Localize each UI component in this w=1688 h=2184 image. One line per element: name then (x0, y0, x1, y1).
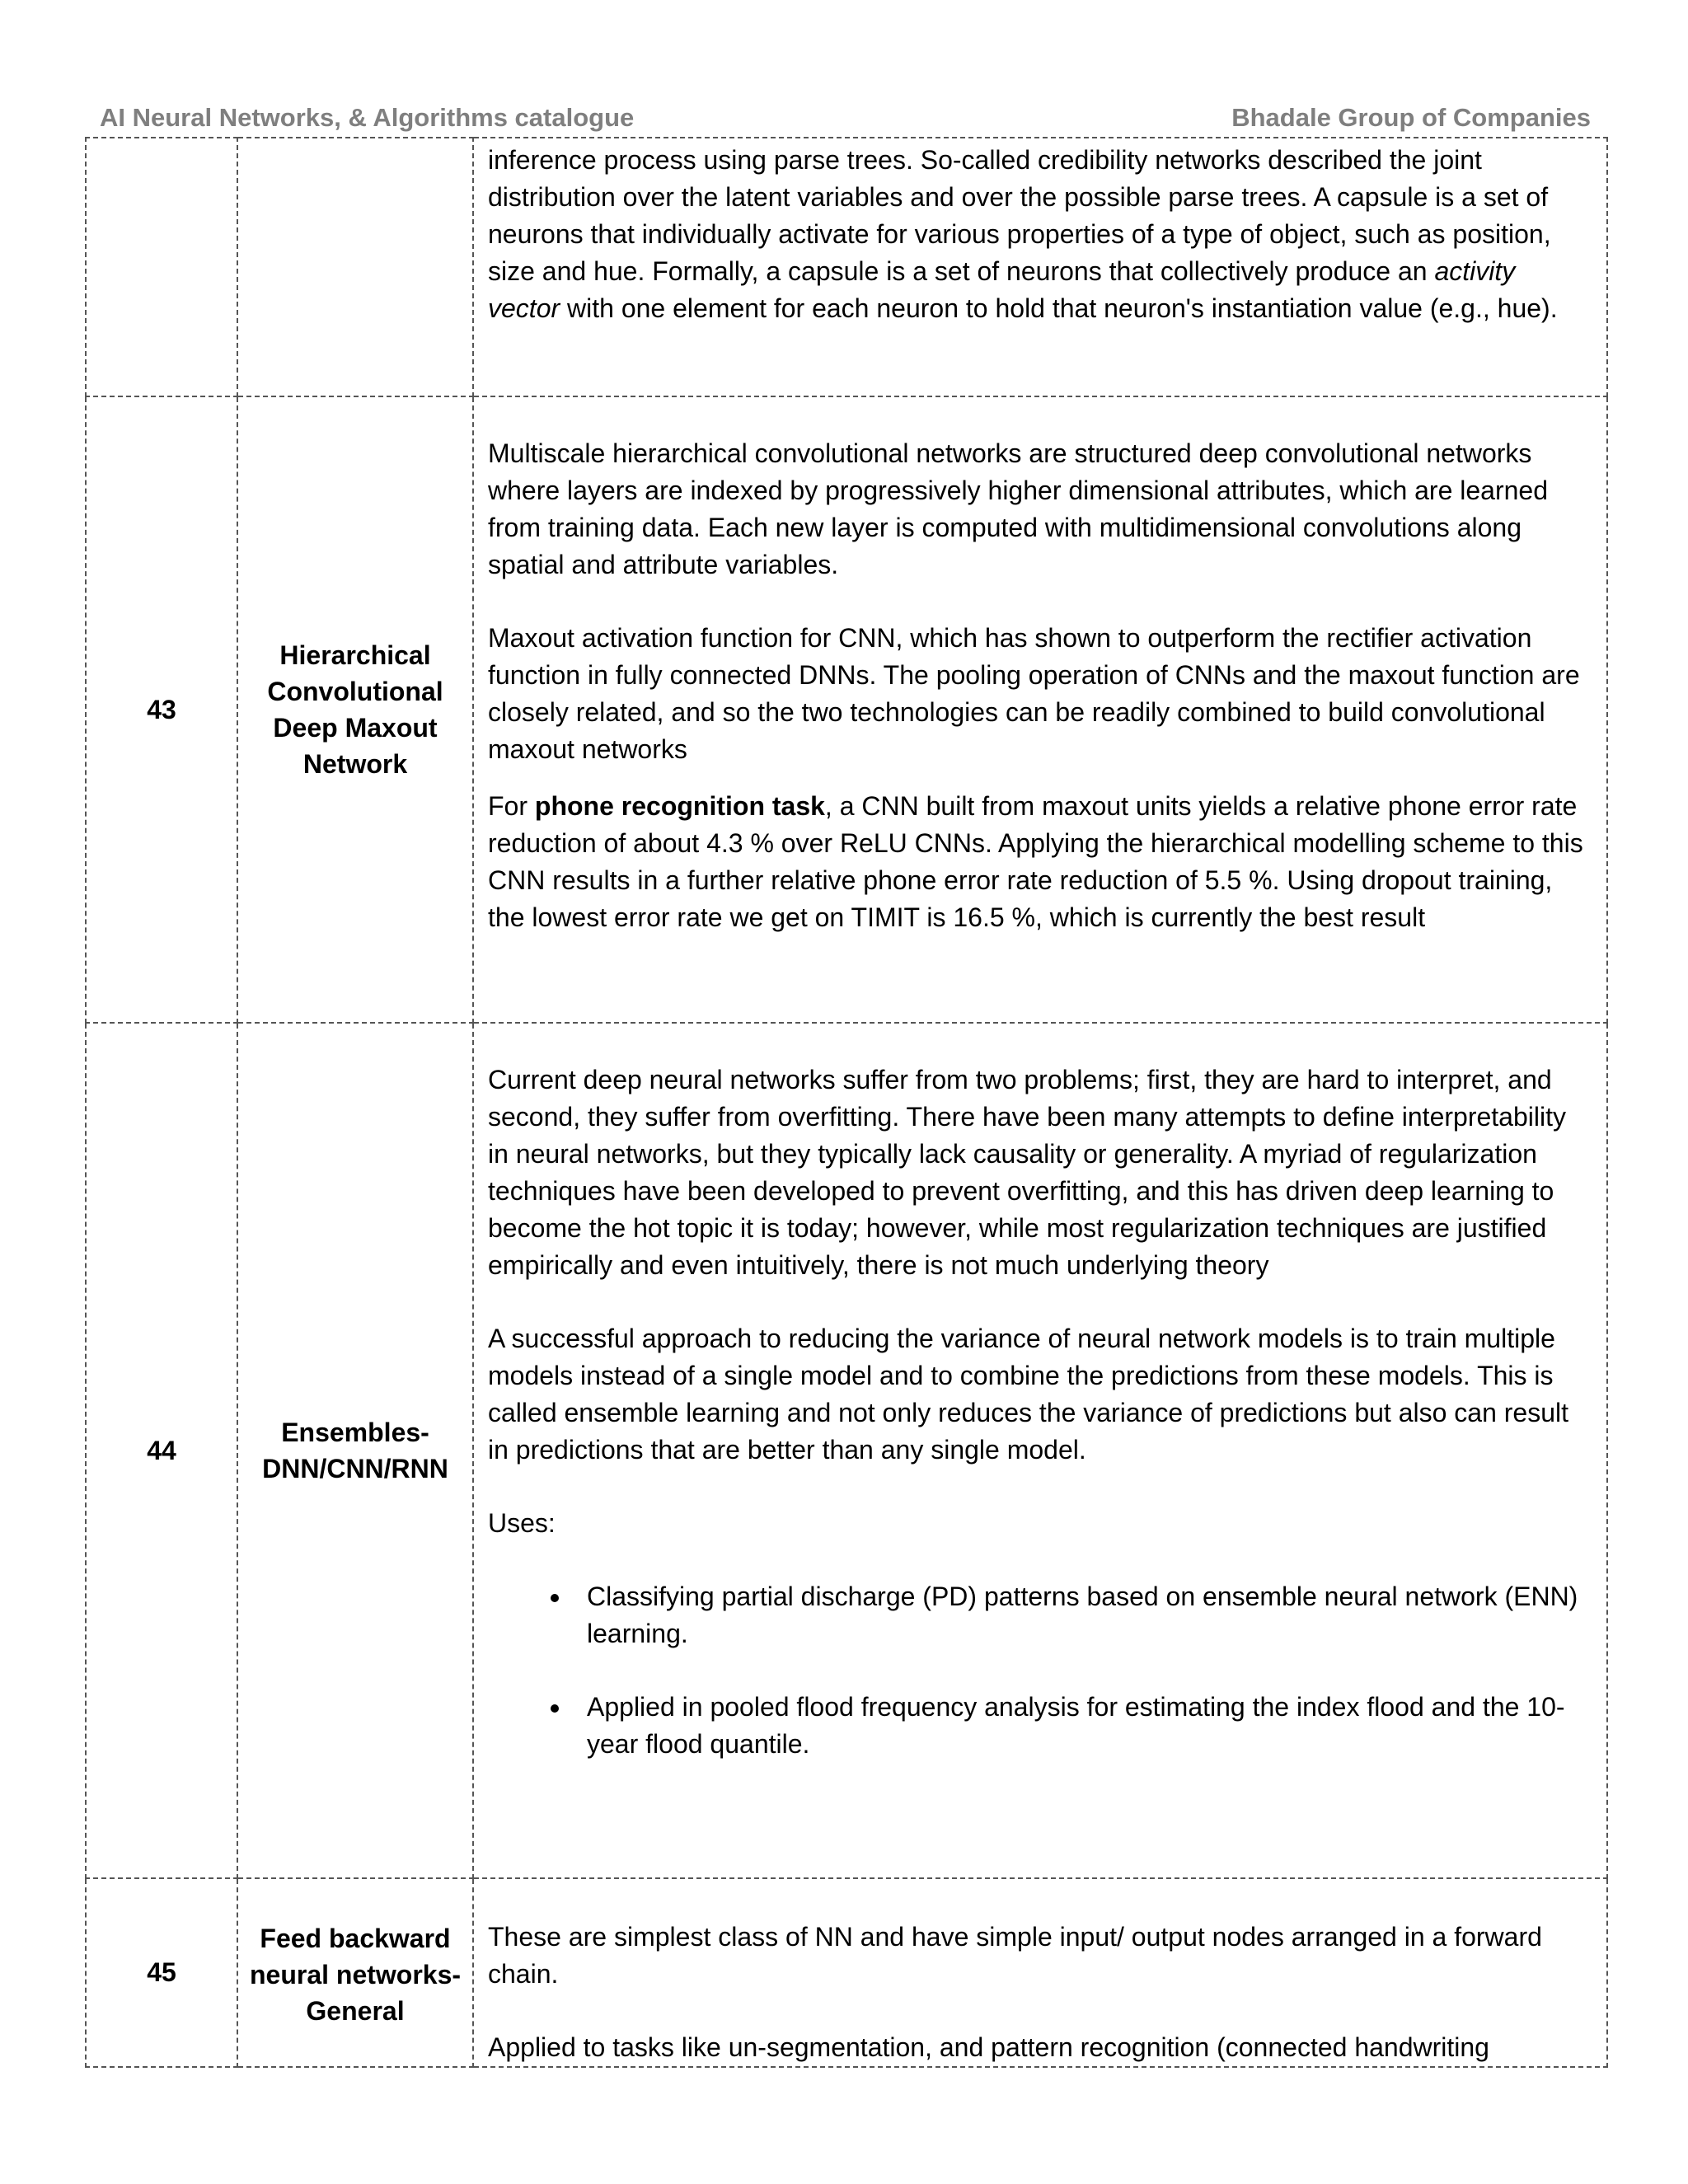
row-number-cell: 44 (86, 1023, 237, 1878)
table-row (86, 1023, 1607, 1878)
description-paragraph: Multiscale hierarchical convolutional networks are structured deep convolutional networks where layers are indexed by progressively higher dimensional attributes, which are learned from training data. Each new layer is computed with multidimensional convolutions along spatial and attribute variables. (488, 438, 1549, 579)
description-paragraph: inference process using parse trees. So-called credibility networks described the joint distribution over the latent variables and over the possible parse trees. A capsule is a set of neurons that individually activate for various properties of a type of object, such as position, size and hue. Formally, a capsule is a set of neurons that collectively produce an activity vector with one element for each neuron to hold that neuron's instantiation value (e.g., hue). (488, 145, 1558, 323)
list-item: • Applied in pooled flood frequency analysis for estimating the index flood and the 10-year flood quantile. (572, 1689, 1592, 1763)
description-paragraph: Current deep neural networks suffer from two problems; first, they are hard to interpret, and second, they suffer from overfitting. There have been many attempts to define interpretability in neural networks, but they typically lack causality or generality. A myriad of regularization techniques have been developed to prevent overfitting, and this has driven deep learning to become the hot topic it is today; however, while most regularization techniques are justified empirically and even intuitively, there is not much underlying theory (488, 1065, 1566, 1280)
uses-list (488, 1578, 1592, 1763)
bold-term: phone recognition task (534, 791, 825, 821)
table-row (86, 1878, 1607, 2067)
algorithm-name-cell (237, 138, 473, 396)
description-paragraph: Applied to tasks like un-segmentation, and pattern recognition (connected handwriting (488, 2032, 1489, 2062)
description-paragraph: Maxout activation function for CNN, which has shown to outperform the rectifier activation function in fully connected DNNs. The pooling operation of CNNs and the maxout function are closely related, and so the two technologies can be readily combined to build convolutional maxout networks (488, 623, 1580, 764)
uses-heading: Uses: (488, 1508, 556, 1538)
algorithm-name-cell: Hierarchical Convolutional Deep Maxout Network (237, 396, 473, 1023)
description-cell (473, 1878, 1607, 2067)
description-cell (473, 396, 1607, 1023)
header-document-title: AI Neural Networks, & Algorithms catalogue (100, 103, 635, 132)
table-row (86, 396, 1607, 1023)
list-item: • Classifying partial discharge (PD) patterns based on ensemble neural network (ENN) learning. (572, 1578, 1592, 1652)
catalog-table (85, 137, 1608, 2068)
header-company-name: Bhadale Group of Companies (1231, 103, 1591, 132)
description-cell (473, 138, 1607, 396)
algorithm-name-cell: Feed backward neural networks-General (237, 1878, 473, 2067)
description-paragraph: For phone recognition task, a CNN built from maxout units yields a relative phone error rate reduction of about 4.3 % over ReLU CNNs. Applying the hierarchical modelling scheme to this CNN results in a further relative phone error rate reduction of 5.5 %. Using dropout training, the lowest error rate we get on TIMIT is 16.5 %, which is currently the best result (488, 791, 1583, 932)
algorithm-name-cell: Ensembles-DNN/CNN/RNN (237, 1023, 473, 1878)
description-paragraph: A successful approach to reducing the variance of neural network models is to train multiple models instead of a single model and to combine the predictions from these models. This is called ensemble learning and not only reduces the variance of predictions but also can result in predictions that are better than any single model. (488, 1324, 1569, 1465)
row-number-cell: 45 (86, 1878, 237, 2067)
row-number-cell (86, 138, 237, 396)
description-cell (473, 1023, 1607, 1878)
description-paragraph: These are simplest class of NN and have simple input/ output nodes arranged in a forward chain. (488, 1922, 1542, 1989)
table-row (86, 138, 1607, 396)
italic-term: activity vector (488, 256, 1516, 323)
row-number-cell: 43 (86, 396, 237, 1023)
